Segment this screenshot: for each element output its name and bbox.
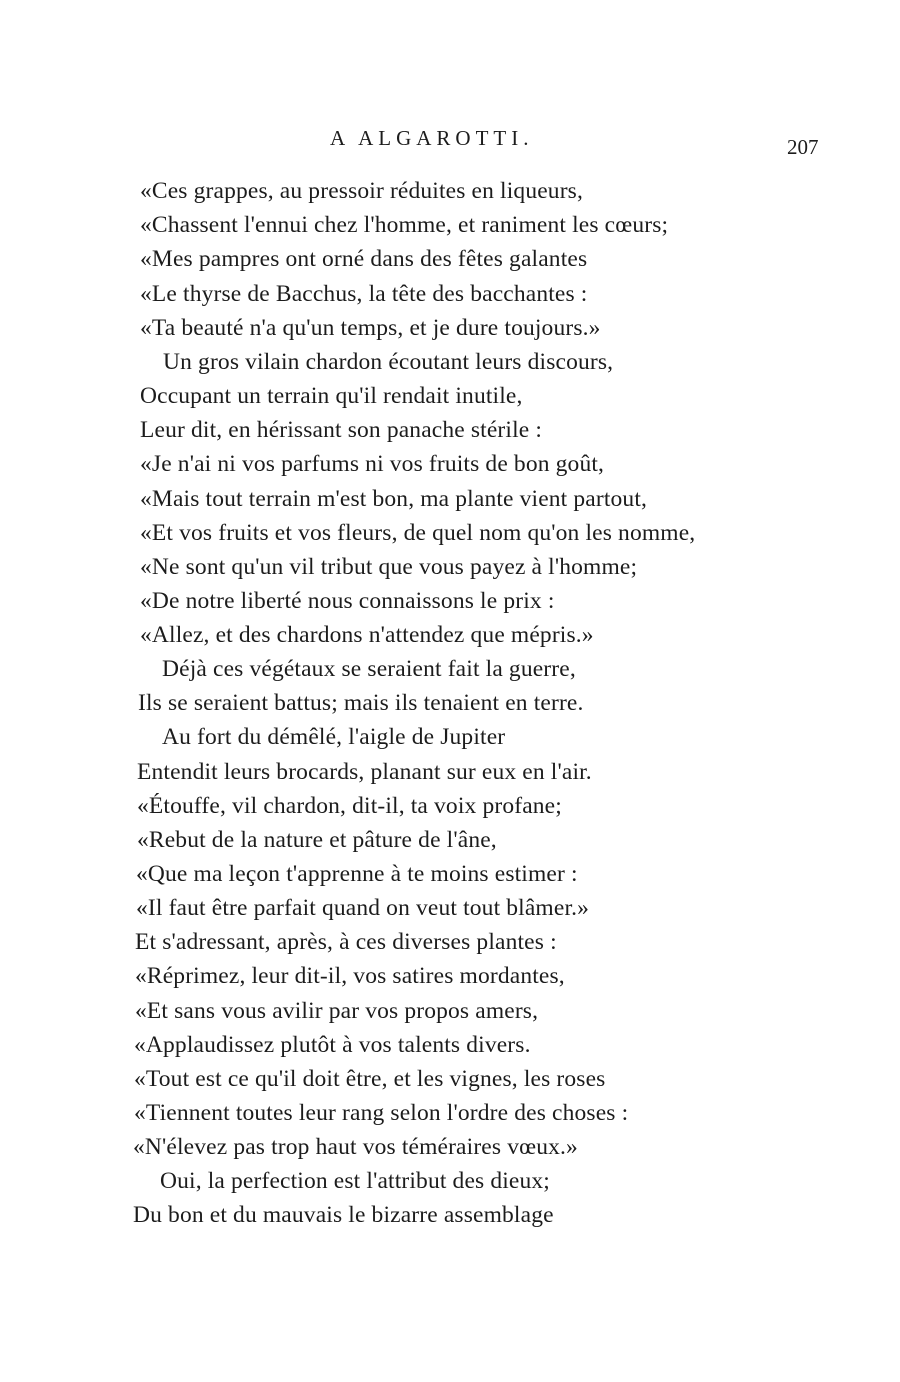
verse-line: «Mais tout terrain m'est bon, ma plante vient partout, — [140, 486, 648, 512]
verse-line: «Applaudissez plutôt à vos talents divers. — [134, 1032, 531, 1058]
verse-line: Ils se seraient battus; mais ils tenaient en terre. — [138, 690, 584, 716]
verse-line: Au fort du démêlé, l'aigle de Jupiter — [162, 724, 506, 750]
page-number: 207 — [787, 135, 819, 159]
verse-line: «Je n'ai ni vos parfums ni vos fruits de bon goût, — [140, 451, 605, 477]
verse-line: Entendit leurs brocards, planant sur eux en l'air. — [137, 759, 592, 785]
verse-line: «Ces grappes, au pressoir réduites en liqueurs, — [140, 178, 583, 204]
verse-line: «Chassent l'ennui chez l'homme, et raniment les cœurs; — [140, 212, 669, 238]
verse-line: «Étouffe, vil chardon, dit-il, ta voix profane; — [137, 793, 562, 819]
verse-line: «N'élevez pas trop haut vos téméraires vœux.» — [133, 1134, 578, 1160]
running-title: A ALGAROTTI. — [330, 126, 534, 150]
verse-line: «Ta beauté n'a qu'un temps, et je dure toujours.» — [140, 315, 601, 341]
verse-line: «Que ma leçon t'apprenne à te moins estimer : — [136, 861, 578, 887]
verse-line: Leur dit, en hérissant son panache stérile : — [140, 417, 543, 443]
verse-line: Du bon et du mauvais le bizarre assemblage — [133, 1202, 554, 1228]
verse-line: Occupant un terrain qu'il rendait inutile, — [140, 383, 523, 409]
verse-line: «Réprimez, leur dit-il, vos satires mordantes, — [135, 963, 565, 989]
verse-line: «Ne sont qu'un vil tribut que vous payez à l'homme; — [140, 554, 638, 580]
verse-line: Oui, la perfection est l'attribut des dieux; — [160, 1168, 550, 1194]
verse-line: Déjà ces végétaux se seraient fait la guerre, — [162, 656, 576, 682]
verse-line: Un gros vilain chardon écoutant leurs discours, — [163, 349, 614, 375]
verse-line: «Rebut de la nature et pâture de l'âne, — [137, 827, 497, 853]
verse-line: «Et sans vous avilir par vos propos amers, — [135, 998, 539, 1024]
verse-line: «Et vos fruits et vos fleurs, de quel nom qu'on les nomme, — [140, 520, 696, 546]
verse-line: «De notre liberté nous connaissons le prix : — [140, 588, 555, 614]
verse-line: «Tiennent toutes leur rang selon l'ordre des choses : — [134, 1100, 629, 1126]
verse-line: «Mes pampres ont orné dans des fêtes galantes — [140, 246, 588, 272]
verse-line: «Tout est ce qu'il doit être, et les vignes, les roses — [134, 1066, 606, 1092]
verse-line: Et s'adressant, après, à ces diverses plantes : — [135, 929, 557, 955]
verse-line: «Il faut être parfait quand on veut tout blâmer.» — [136, 895, 590, 921]
verse-line: «Le thyrse de Bacchus, la tête des bacchantes : — [140, 281, 588, 307]
verse-line: «Allez, et des chardons n'attendez que mépris.» — [140, 622, 594, 648]
